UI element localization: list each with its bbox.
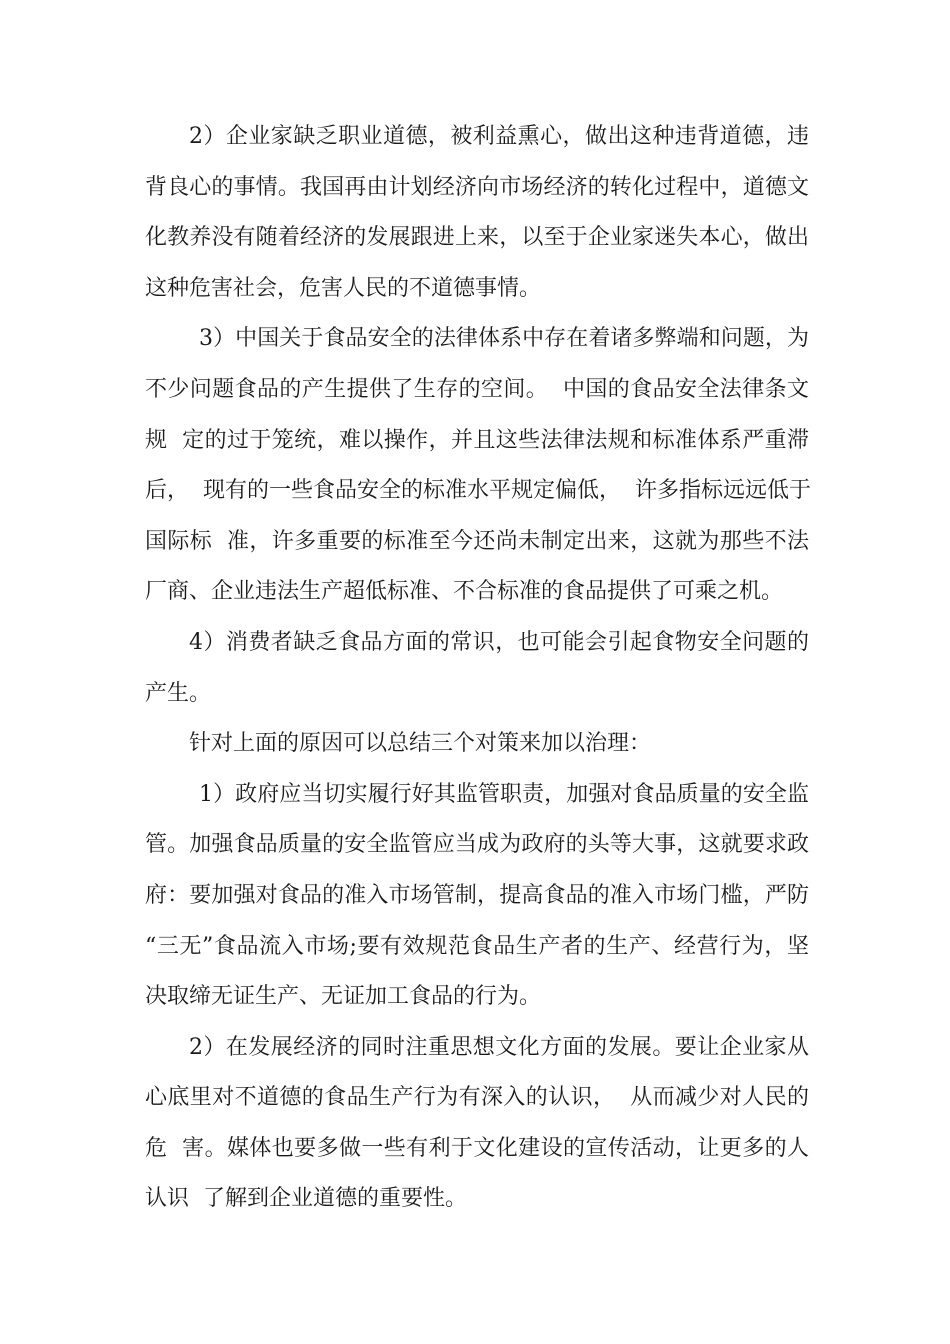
text-line: 国际标 准，许多重要的标准至今还尚未制定出来，这就为那些不法 — [145, 528, 809, 554]
text-line: 规 定的过于笼统，难以操作，并且这些法律法规和标准体系严重滞 — [145, 427, 809, 453]
text-line: 后， 现有的一些食品安全的标准水平规定偏低， 许多指标远远低于 — [145, 478, 811, 504]
text-line: 2）企业家缺乏职业道德，被利益熏心，做出这种违背道德，违 — [189, 124, 809, 149]
text-line: 1）政府应当切实履行好其监管职责，加强对食品质量的安全监 — [199, 781, 809, 807]
text-line: 心底里对不道德的食品生产行为有深入的认识， 从而减少对人民的 — [145, 1085, 809, 1111]
text-line: “三无”食品流入市场;要有效规范食品生产者的生产、经营行为，坚 — [145, 933, 809, 959]
text-line: 决取缔无证生产、无证加工食品的行为。 — [145, 984, 542, 1010]
text-line: 产生。 — [145, 680, 212, 706]
text-line: 认识 了解到企业道德的重要性。 — [145, 1186, 467, 1212]
text-line: 3）中国关于食品安全的法律体系中存在着诸多弊端和问题，为 — [199, 326, 809, 352]
text-line: 针对上面的原因可以总结三个对策来加以治理： — [189, 731, 652, 757]
text-line: 府：要加强对食品的准入市场管制，提高食品的准入市场门槛，严防 — [145, 882, 809, 908]
text-line: 2）在发展经济的同时注重思想文化方面的发展。要让企业家从 — [189, 1034, 809, 1060]
text-line: 危 害。媒体也要多做一些有利于文化建设的宣传活动，让更多的人 — [145, 1135, 809, 1161]
text-line: 这种危害社会，危害人民的不道德事情。 — [145, 275, 542, 301]
document-body — [145, 112, 809, 1225]
text-line: 4）消费者缺乏食品方面的常识，也可能会引起食物安全问题的 — [189, 629, 809, 655]
text-line: 厂商、企业违法生产超低标准、不合标准的食品提供了可乘之机。 — [145, 579, 784, 605]
text-line: 化教养没有随着经济的发展跟进上来，以至于企业家迷失本心，做出 — [145, 225, 809, 251]
text-line: 管。加强食品质量的安全监管应当成为政府的头等大事，这就要求政 — [145, 832, 809, 858]
text-line: 背良心的事情。我国再由计划经济向市场经济的转化过程中，道德文 — [145, 174, 809, 200]
text-line: 不少问题食品的产生提供了生存的空间。 中国的食品安全法律条文 — [145, 376, 809, 402]
